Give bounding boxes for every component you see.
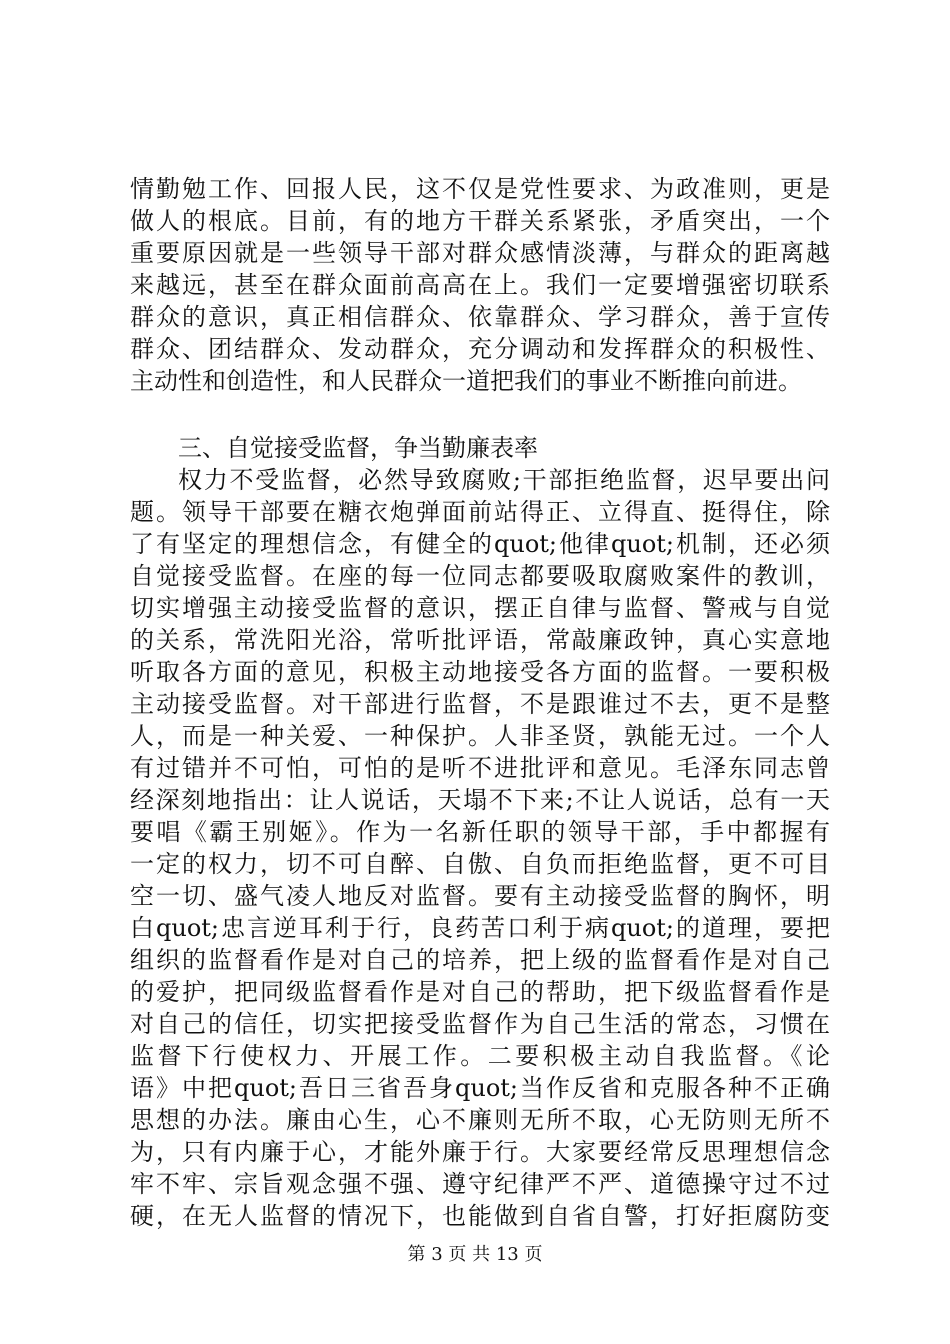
text-line: 主动接受监督。对干部进行监督，不是跟谁过不去，更不是整 (130, 690, 830, 718)
text-line: 人，而是一种关爱、一种保护。人非圣贤，孰能无过。一个人 (130, 722, 830, 750)
text-line: 切实增强主动接受监督的意识，摆正自律与监督、警戒与自觉 (130, 594, 830, 622)
text-line: 权力不受监督，必然导致腐败;干部拒绝监督，迟早要出问 (178, 466, 830, 494)
text-line: 主动性和创造性，和人民群众一道把我们的事业不断推向前进。 (130, 367, 802, 395)
text-line: 重要原因就是一些领导干部对群众感情淡薄，与群众的距离越 (130, 239, 830, 267)
text-line: 组织的监督看作是对自己的培养，把上级的监督看作是对自己 (130, 946, 830, 974)
text-line: 思想的办法。廉由心生，心不廉则无所不取，心无防则无所不 (130, 1106, 830, 1134)
text-line: 做人的根底。目前，有的地方干群关系紧张，矛盾突出，一个 (130, 207, 830, 235)
text-line: 空一切、盛气凌人地反对监督。要有主动接受监督的胸怀，明 (130, 882, 830, 910)
text-line: 对自己的信任，切实把接受监督作为自己生活的常态，习惯在 (130, 1010, 830, 1038)
text-line: 有过错并不可怕，可怕的是听不进批评和意见。毛泽东同志曾 (130, 754, 830, 782)
text-line: 牢不牢、宗旨观念强不强、遵守纪律严不严、道德操守过不过 (130, 1170, 830, 1198)
section-heading: 三、自觉接受监督，争当勤廉表率 (178, 434, 538, 462)
paragraph-supervision (130, 464, 830, 1232)
text-line: 群众的意识，真正相信群众、依靠群众、学习群众，善于宣传 (130, 303, 830, 331)
text-line: 了有坚定的理想信念，有健全的quot;他律quot;机制，还必须 (130, 530, 830, 558)
text-line: 白quot;忠言逆耳利于行，良药苦口利于病quot;的道理，要把 (130, 914, 830, 942)
text-line: 群众、团结群众、发动群众，充分调动和发挥群众的积极性、 (130, 335, 830, 363)
paragraph-continued (130, 173, 830, 397)
text-line: 的关系，常洗阳光浴，常听批评语，常敲廉政钟，真心实意地 (130, 626, 830, 654)
page-number-footer: 第 3 页 共 13 页 (407, 1244, 543, 1265)
text-line: 情勤勉工作、回报人民，这不仅是党性要求、为政准则，更是 (130, 175, 830, 203)
document-body (130, 173, 830, 1232)
text-line: 题。领导干部要在糖衣炮弹面前站得正、立得直、挺得住，除 (130, 498, 830, 526)
text-line: 语》中把quot;吾日三省吾身quot;当作反省和克服各种不正确 (130, 1074, 830, 1102)
text-line: 监督下行使权力、开展工作。二要积极主动自我监督。《论 (130, 1042, 830, 1070)
text-line: 一定的权力，切不可自醉、自傲、自负而拒绝监督，更不可目 (130, 850, 830, 878)
paragraph-gap (130, 397, 830, 432)
text-line: 自觉接受监督。在座的每一位同志都要吸取腐败案件的教训， (130, 562, 830, 590)
text-line: 为，只有内廉于心，才能外廉于行。大家要经常反思理想信念 (130, 1138, 830, 1166)
text-line: 要唱《霸王别姬》。作为一名新任职的领导干部，手中都握有 (130, 818, 830, 846)
text-line: 的爱护，把同级监督看作是对自己的帮助，把下级监督看作是 (130, 978, 830, 1006)
text-line: 听取各方面的意见，积极主动地接受各方面的监督。一要积极 (130, 658, 830, 686)
text-line: 经深刻地指出：让人说话，天塌不下来;不让人说话，总有一天 (130, 786, 830, 814)
text-line: 硬，在无人监督的情况下，也能做到自省自警，打好拒腐防变 (130, 1202, 830, 1230)
text-line: 来越远，甚至在群众面前高高在上。我们一定要增强密切联系 (130, 271, 830, 299)
